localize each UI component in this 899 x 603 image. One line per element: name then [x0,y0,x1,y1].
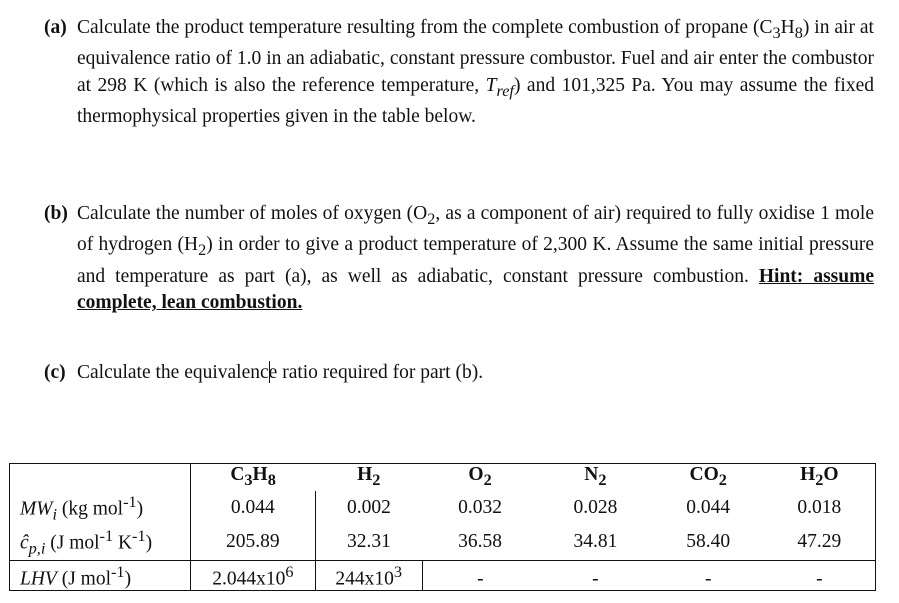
species-header: $CO_2$ [653,464,764,491]
question-c-label: (c) [44,362,66,383]
question-b-text: Calculate the number of moles of oxygen ($O_2$, as a component of air) required to fully oxidise 1 mole of hydrogen $(H_2)$ in order to give a product temperature of 2,300 K. Assume the same initial pressure and temperature as part (a), as well as adiabatic, constant pressure combustion. Hint: assume complete, lean combustion. [77,203,875,314]
table-cell: $244x10^3$ [315,560,422,591]
table-cell: 34.81 [573,531,618,553]
table-cell: 36.58 [458,531,503,553]
table-cell: $2.044x10^6$ [190,560,315,591]
question-a-text: Calculate the product temperature resulting from the complete combustion of propane $(C_3H_8)$ in air at equivalence ratio of 1.0 in an adiabatic, constant pressure combustor. Fuel and air enter the combustor at 298 K (which is also the reference temperature, $T_{ref}$) and 101,325 Pa. You may assume the fixed thermophysical properties given in the table below. [77,17,874,128]
question-b [44,201,874,317]
table-row-lhv [10,560,876,591]
table-cell: 0.002 [347,497,391,519]
row-label-cp: $ĉ_{p,i}$ (J mol$^{-1}$ $K^{-1}$) [10,525,191,560]
row-label-lhv: LHV (J mol$^{-1}$) [10,560,191,591]
species-header: $N_2$ [538,464,653,491]
table-cell: 0.044 [686,497,731,519]
table-cell: - [422,560,538,591]
question-c [44,360,874,387]
row-label-mw: $MW_i$ (kg mol$^{-1}$) [10,491,191,525]
species-header: $H_2O$ [764,464,876,491]
table-cell: 0.032 [458,497,503,519]
question-a-label: (a) [44,17,67,38]
table-cell: 47.29 [764,525,876,560]
table-cell: 32.31 [347,531,391,553]
properties-table [9,463,876,591]
table-cell: - [538,560,653,591]
t-ref-symbol: $T_{ref}$ [485,74,514,100]
species-header: $H_2$ [315,464,422,491]
table-cell: - [764,560,876,591]
table-cell: 0.028 [573,497,618,519]
table-row-cp [10,525,876,560]
table-header-row [10,464,876,491]
table-cell: 205.89 [190,525,315,560]
table-cell: - [653,560,764,591]
question-c-text[interactable]: Calculate the equivalence ratio required for part (b). [77,362,484,383]
question-b-label: (b) [44,203,68,224]
table-cell: 0.018 [764,491,876,525]
question-a [44,15,874,131]
species-header: $C_3H_8$ [190,464,315,491]
table-row-mw [10,491,876,525]
hint-text: Hint: assume complete, lean combustion. [77,265,874,314]
table-cell: 0.044 [190,491,315,525]
table-cell: 58.40 [686,531,731,553]
species-header: $O_2$ [422,464,538,491]
header-blank-cell [10,464,191,491]
